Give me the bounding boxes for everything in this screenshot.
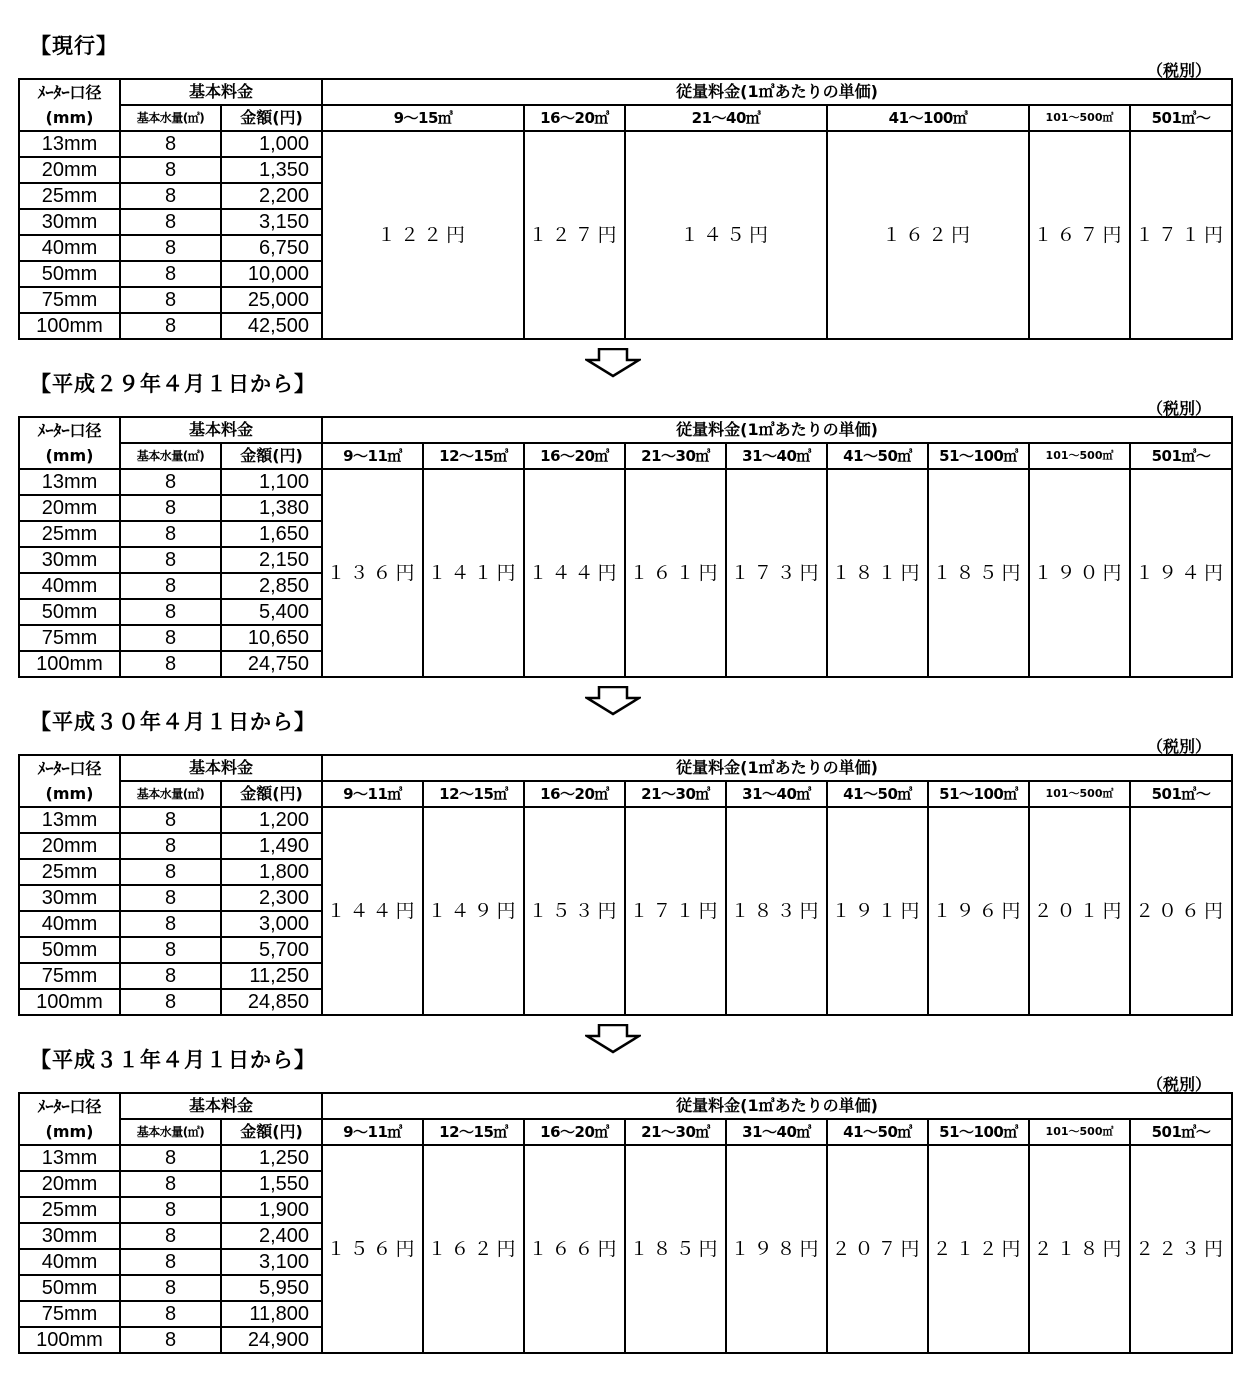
tax-note: （税別） <box>1146 737 1211 756</box>
amount-cell: 1,800 <box>221 859 322 885</box>
header-amount: 金額(円) <box>221 1119 322 1145</box>
header-diameter-unit: (mm) <box>19 781 120 807</box>
band-header: 51～100㎥ <box>928 1119 1029 1145</box>
volume-cell: 8 <box>120 599 221 625</box>
volume-cell: 8 <box>120 911 221 937</box>
volume-cell: 8 <box>120 157 221 183</box>
diameter-cell: 20mm <box>19 157 120 183</box>
band-header: 9～11㎥ <box>322 443 423 469</box>
band-header: 21～30㎥ <box>625 781 726 807</box>
unit-price-cell: １９４円 <box>1130 469 1232 677</box>
volume-cell: 8 <box>120 1223 221 1249</box>
volume-cell: 8 <box>120 495 221 521</box>
band-header: 41～100㎥ <box>827 105 1029 131</box>
table-row <box>19 469 1232 495</box>
volume-cell: 8 <box>120 625 221 651</box>
header-basic-volume: 基本水量(㎥) <box>120 105 221 131</box>
diameter-cell: 40mm <box>19 911 120 937</box>
volume-cell: 8 <box>120 313 221 339</box>
diameter-cell: 50mm <box>19 261 120 287</box>
band-header: 21～40㎥ <box>625 105 827 131</box>
band-header: 21～30㎥ <box>625 1119 726 1145</box>
amount-cell: 5,400 <box>221 599 322 625</box>
band-header: 31～40㎥ <box>726 781 827 807</box>
amount-cell: 3,000 <box>221 911 322 937</box>
amount-cell: 1,250 <box>221 1145 322 1171</box>
band-header: 41～50㎥ <box>827 1119 928 1145</box>
band-header: 9～11㎥ <box>322 781 423 807</box>
amount-cell: 3,100 <box>221 1249 322 1275</box>
volume-cell: 8 <box>120 1197 221 1223</box>
band-header: 16～20㎥ <box>524 1119 625 1145</box>
amount-cell: 2,300 <box>221 885 322 911</box>
volume-cell: 8 <box>120 1249 221 1275</box>
volume-cell: 8 <box>120 651 221 677</box>
band-header: 12～15㎥ <box>423 443 524 469</box>
section-title-current: 【現行】 <box>30 34 118 58</box>
unit-price-cell: ２０１円 <box>1029 807 1130 1015</box>
header-basic-fee: 基本料金 <box>120 755 322 781</box>
diameter-cell: 20mm <box>19 833 120 859</box>
section-title-h31: 【平成３１年４月１日から】 <box>30 1048 316 1072</box>
unit-price-cell: １７１円 <box>1130 131 1232 339</box>
header-amount: 金額(円) <box>221 781 322 807</box>
unit-price-cell: １７１円 <box>625 807 726 1015</box>
amount-cell: 1,380 <box>221 495 322 521</box>
diameter-cell: 100mm <box>19 1327 120 1353</box>
diameter-cell: 75mm <box>19 287 120 313</box>
unit-price-cell: １４９円 <box>423 807 524 1015</box>
band-header: 101～500㎥ <box>1029 105 1130 131</box>
header-usage-fee: 従量料金(1㎥あたりの単価) <box>322 79 1232 105</box>
unit-price-cell: ２２３円 <box>1130 1145 1232 1353</box>
header-diameter: ﾒｰﾀｰ口径 <box>19 755 120 781</box>
amount-cell: 6,750 <box>221 235 322 261</box>
unit-price-cell: ２０６円 <box>1130 807 1232 1015</box>
volume-cell: 8 <box>120 1301 221 1327</box>
volume-cell: 8 <box>120 521 221 547</box>
diameter-cell: 100mm <box>19 313 120 339</box>
amount-cell: 1,200 <box>221 807 322 833</box>
diameter-cell: 40mm <box>19 1249 120 1275</box>
band-header: 16～20㎥ <box>524 443 625 469</box>
volume-cell: 8 <box>120 547 221 573</box>
band-header: 101～500㎥ <box>1029 1119 1130 1145</box>
band-header: 41～50㎥ <box>827 781 928 807</box>
volume-cell: 8 <box>120 183 221 209</box>
amount-cell: 2,400 <box>221 1223 322 1249</box>
table-row <box>19 1145 1232 1171</box>
diameter-cell: 30mm <box>19 1223 120 1249</box>
amount-cell: 3,150 <box>221 209 322 235</box>
unit-price-cell: １４１円 <box>423 469 524 677</box>
diameter-cell: 30mm <box>19 547 120 573</box>
amount-cell: 24,750 <box>221 651 322 677</box>
header-basic-fee: 基本料金 <box>120 417 322 443</box>
unit-price-cell: １２７円 <box>524 131 625 339</box>
header-basic-fee: 基本料金 <box>120 79 322 105</box>
unit-price-cell: １８５円 <box>625 1145 726 1353</box>
diameter-cell: 20mm <box>19 1171 120 1197</box>
tax-note: （税別） <box>1146 1075 1211 1094</box>
unit-price-cell: ２０７円 <box>827 1145 928 1353</box>
diameter-cell: 40mm <box>19 235 120 261</box>
volume-cell: 8 <box>120 1145 221 1171</box>
diameter-cell: 30mm <box>19 209 120 235</box>
band-header: 41～50㎥ <box>827 443 928 469</box>
band-header: 101～500㎥ <box>1029 781 1130 807</box>
unit-price-cell: １６２円 <box>827 131 1029 339</box>
volume-cell: 8 <box>120 1327 221 1353</box>
unit-price-cell: １３６円 <box>322 469 423 677</box>
diameter-cell: 75mm <box>19 1301 120 1327</box>
header-basic-fee: 基本料金 <box>120 1093 322 1119</box>
diameter-cell: 20mm <box>19 495 120 521</box>
unit-price-cell: １４５円 <box>625 131 827 339</box>
volume-cell: 8 <box>120 235 221 261</box>
diameter-cell: 100mm <box>19 989 120 1015</box>
amount-cell: 1,490 <box>221 833 322 859</box>
table-row <box>19 807 1232 833</box>
unit-price-cell: １８５円 <box>928 469 1029 677</box>
unit-price-cell: １５６円 <box>322 1145 423 1353</box>
amount-cell: 10,650 <box>221 625 322 651</box>
volume-cell: 8 <box>120 261 221 287</box>
amount-cell: 10,000 <box>221 261 322 287</box>
volume-cell: 8 <box>120 573 221 599</box>
volume-cell: 8 <box>120 1171 221 1197</box>
volume-cell: 8 <box>120 131 221 157</box>
rate-table-h31 <box>18 1092 1233 1354</box>
diameter-cell: 13mm <box>19 469 120 495</box>
section-title-h29: 【平成２９年４月１日から】 <box>30 372 316 396</box>
volume-cell: 8 <box>120 859 221 885</box>
volume-cell: 8 <box>120 209 221 235</box>
section-title-h30: 【平成３０年４月１日から】 <box>30 710 316 734</box>
header-usage-fee: 従量料金(1㎥あたりの単価) <box>322 755 1232 781</box>
tax-note: （税別） <box>1146 399 1211 418</box>
band-header: 21～30㎥ <box>625 443 726 469</box>
amount-cell: 11,250 <box>221 963 322 989</box>
diameter-cell: 50mm <box>19 937 120 963</box>
table-row <box>19 131 1232 157</box>
band-header: 9～15㎥ <box>322 105 524 131</box>
diameter-cell: 30mm <box>19 885 120 911</box>
unit-price-cell: １６１円 <box>625 469 726 677</box>
unit-price-cell: １２２円 <box>322 131 524 339</box>
band-header: 31～40㎥ <box>726 1119 827 1145</box>
volume-cell: 8 <box>120 1275 221 1301</box>
diameter-cell: 25mm <box>19 183 120 209</box>
volume-cell: 8 <box>120 989 221 1015</box>
diameter-cell: 25mm <box>19 521 120 547</box>
unit-price-cell: １６２円 <box>423 1145 524 1353</box>
amount-cell: 2,850 <box>221 573 322 599</box>
amount-cell: 11,800 <box>221 1301 322 1327</box>
unit-price-cell: １４４円 <box>322 807 423 1015</box>
amount-cell: 2,150 <box>221 547 322 573</box>
rate-table-h29 <box>18 416 1233 678</box>
volume-cell: 8 <box>120 469 221 495</box>
amount-cell: 1,100 <box>221 469 322 495</box>
amount-cell: 1,650 <box>221 521 322 547</box>
amount-cell: 1,900 <box>221 1197 322 1223</box>
band-header: 12～15㎥ <box>423 781 524 807</box>
unit-price-cell: １９６円 <box>928 807 1029 1015</box>
header-amount: 金額(円) <box>221 443 322 469</box>
header-diameter: ﾒｰﾀｰ口径 <box>19 79 120 105</box>
amount-cell: 42,500 <box>221 313 322 339</box>
unit-price-cell: １６７円 <box>1029 131 1130 339</box>
band-header: 16～20㎥ <box>524 105 625 131</box>
band-header: 501㎥～ <box>1130 781 1232 807</box>
band-header: 31～40㎥ <box>726 443 827 469</box>
unit-price-cell: １９１円 <box>827 807 928 1015</box>
unit-price-cell: １６６円 <box>524 1145 625 1353</box>
unit-price-cell: １４４円 <box>524 469 625 677</box>
amount-cell: 1,550 <box>221 1171 322 1197</box>
band-header: 9～11㎥ <box>322 1119 423 1145</box>
volume-cell: 8 <box>120 833 221 859</box>
volume-cell: 8 <box>120 937 221 963</box>
rate-table-h30 <box>18 754 1233 1016</box>
amount-cell: 2,200 <box>221 183 322 209</box>
diameter-cell: 50mm <box>19 599 120 625</box>
down-arrow-icon <box>585 686 641 716</box>
band-header: 501㎥～ <box>1130 105 1232 131</box>
unit-price-cell: １５３円 <box>524 807 625 1015</box>
amount-cell: 5,950 <box>221 1275 322 1301</box>
amount-cell: 1,000 <box>221 131 322 157</box>
amount-cell: 1,350 <box>221 157 322 183</box>
diameter-cell: 25mm <box>19 1197 120 1223</box>
diameter-cell: 13mm <box>19 131 120 157</box>
tax-note: （税別） <box>1146 61 1211 80</box>
band-header: 501㎥～ <box>1130 443 1232 469</box>
header-basic-volume: 基本水量(㎥) <box>120 443 221 469</box>
band-header: 501㎥～ <box>1130 1119 1232 1145</box>
volume-cell: 8 <box>120 287 221 313</box>
diameter-cell: 25mm <box>19 859 120 885</box>
amount-cell: 24,850 <box>221 989 322 1015</box>
diameter-cell: 40mm <box>19 573 120 599</box>
header-diameter-unit: (mm) <box>19 1119 120 1145</box>
amount-cell: 5,700 <box>221 937 322 963</box>
diameter-cell: 75mm <box>19 963 120 989</box>
amount-cell: 25,000 <box>221 287 322 313</box>
volume-cell: 8 <box>120 963 221 989</box>
unit-price-cell: １９８円 <box>726 1145 827 1353</box>
diameter-cell: 75mm <box>19 625 120 651</box>
unit-price-cell: ２１２円 <box>928 1145 1029 1353</box>
diameter-cell: 13mm <box>19 807 120 833</box>
unit-price-cell: ２１８円 <box>1029 1145 1130 1353</box>
band-header: 51～100㎥ <box>928 443 1029 469</box>
diameter-cell: 50mm <box>19 1275 120 1301</box>
header-usage-fee: 従量料金(1㎥あたりの単価) <box>322 417 1232 443</box>
unit-price-cell: １７３円 <box>726 469 827 677</box>
unit-price-cell: １８３円 <box>726 807 827 1015</box>
header-diameter: ﾒｰﾀｰ口径 <box>19 1093 120 1119</box>
down-arrow-icon <box>585 1024 641 1054</box>
header-basic-volume: 基本水量(㎥) <box>120 781 221 807</box>
unit-price-cell: １８１円 <box>827 469 928 677</box>
header-diameter-unit: (mm) <box>19 105 120 131</box>
unit-price-cell: １９０円 <box>1029 469 1130 677</box>
diameter-cell: 100mm <box>19 651 120 677</box>
header-diameter-unit: (mm) <box>19 443 120 469</box>
header-diameter: ﾒｰﾀｰ口径 <box>19 417 120 443</box>
volume-cell: 8 <box>120 885 221 911</box>
rate-table-current <box>18 78 1233 340</box>
band-header: 12～15㎥ <box>423 1119 524 1145</box>
volume-cell: 8 <box>120 807 221 833</box>
diameter-cell: 13mm <box>19 1145 120 1171</box>
band-header: 16～20㎥ <box>524 781 625 807</box>
amount-cell: 24,900 <box>221 1327 322 1353</box>
header-basic-volume: 基本水量(㎥) <box>120 1119 221 1145</box>
header-amount: 金額(円) <box>221 105 322 131</box>
down-arrow-icon <box>585 348 641 378</box>
band-header: 101～500㎥ <box>1029 443 1130 469</box>
header-usage-fee: 従量料金(1㎥あたりの単価) <box>322 1093 1232 1119</box>
band-header: 51～100㎥ <box>928 781 1029 807</box>
